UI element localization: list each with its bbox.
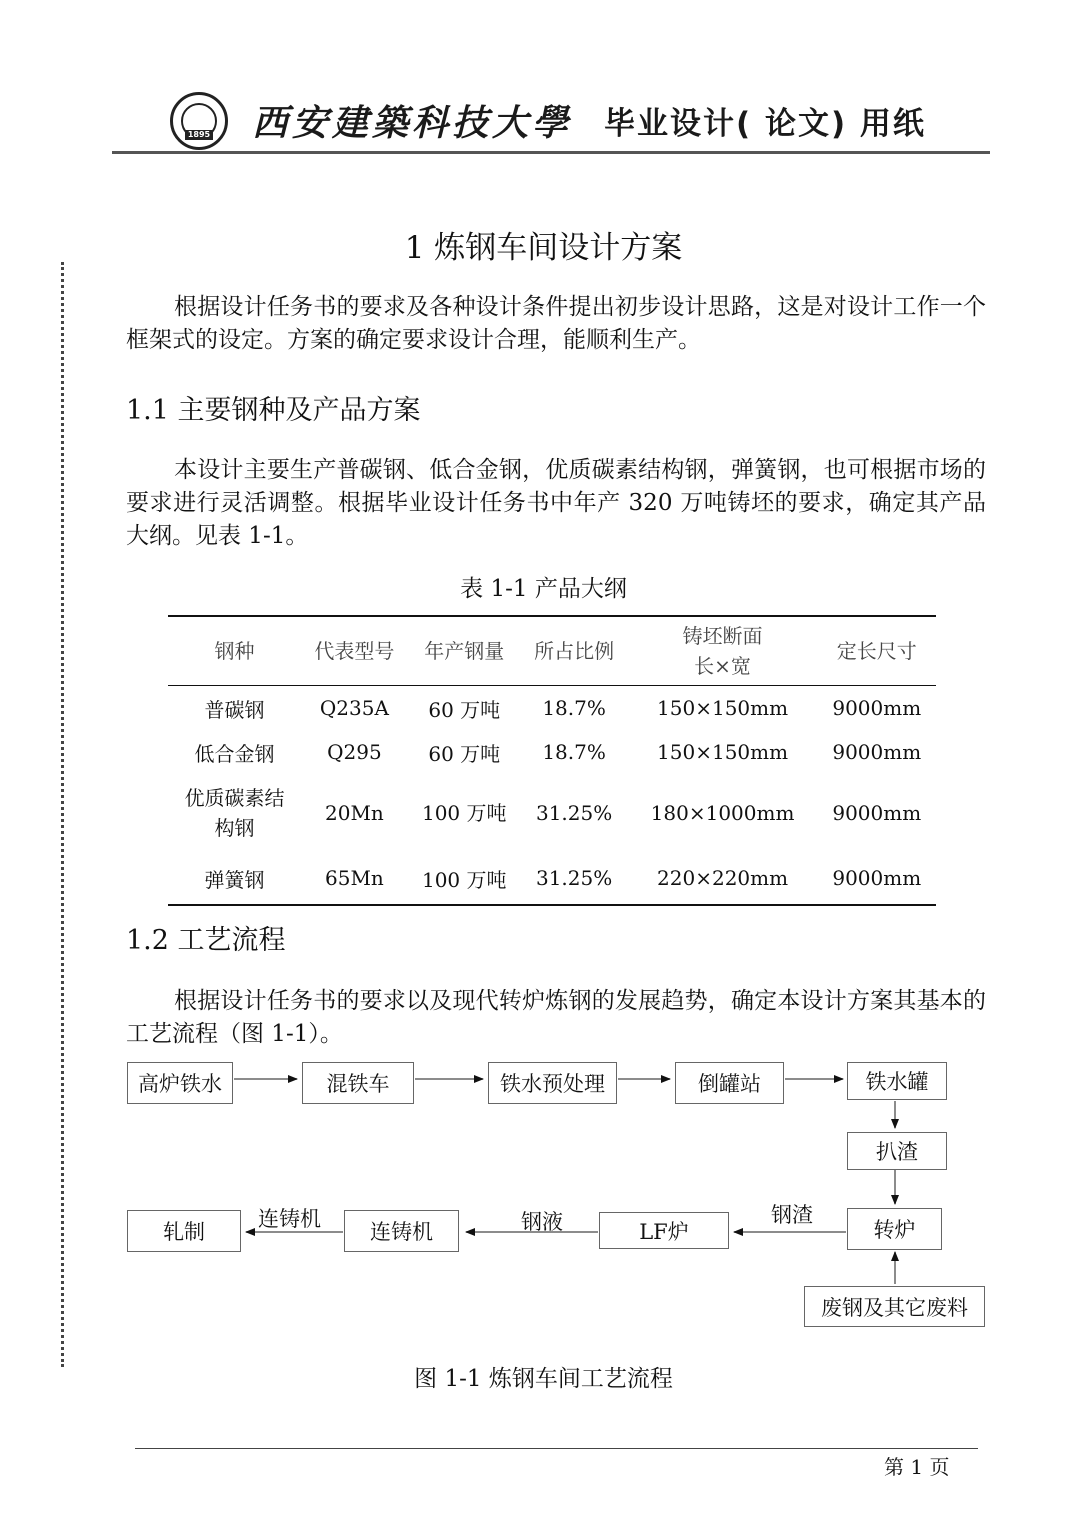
cell-line1: 优质碳素结 bbox=[184, 786, 285, 810]
paper-label: 毕业设计( 论文) 用纸 bbox=[604, 106, 926, 142]
col-ratio: 所占比例 bbox=[521, 616, 628, 686]
table-cell: 弹簧钢 bbox=[168, 852, 301, 905]
section-title: 1 炼钢车间设计方案 bbox=[404, 230, 683, 266]
col-model: 代表型号 bbox=[301, 616, 408, 686]
seal-year: 1895 bbox=[185, 130, 213, 140]
edge-label-liquid-steel: 钢液 bbox=[521, 1210, 563, 1234]
table-cell: 9000mm bbox=[832, 801, 922, 825]
heading-1-2: 1.2 工艺流程 bbox=[126, 925, 286, 956]
table-cell: 65Mn bbox=[301, 852, 408, 905]
table-cell: 31.25% bbox=[521, 852, 628, 905]
table-cell: 9000mm bbox=[832, 696, 922, 720]
flow-node-transfer-station: 倒罐站 bbox=[675, 1062, 784, 1104]
flow-node-rolling: 轧制 bbox=[127, 1210, 241, 1252]
figure-caption: 图 1-1 炼钢车间工艺流程 bbox=[414, 1366, 673, 1392]
footer-rule bbox=[135, 1448, 978, 1449]
table-cell: 低合金钢 bbox=[194, 741, 275, 766]
heading-1-1: 1.1 主要钢种及产品方案 bbox=[126, 395, 421, 426]
flow-node-caster: 连铸机 bbox=[344, 1210, 459, 1252]
table-cell: 9000mm bbox=[818, 852, 936, 905]
flow-node-mixer: 混铁车 bbox=[302, 1062, 414, 1104]
flow-node-lf-furnace: LF炉 bbox=[599, 1212, 729, 1249]
flow-node-pretreatment: 铁水预处理 bbox=[488, 1062, 617, 1104]
flow-node-scrap: 废钢及其它废料 bbox=[804, 1286, 985, 1327]
table-caption: 表 1-1 产品大纲 bbox=[460, 576, 627, 602]
paragraph-1-1: 本设计主要生产普碳钢、低合金钢，优质碳素结构钢，弹簧钢，也可根据市场的要求进行灵活调整。根据毕业设计任务书中年产 320 万吨铸坯的要求，确定其产品大纲。见表 1-1。 bbox=[126, 457, 986, 549]
university-name: 西安建築科技大學 bbox=[252, 103, 573, 144]
table-cell: 普碳钢 bbox=[204, 697, 265, 722]
table-cell: 18.7% bbox=[542, 740, 606, 764]
paragraph-1-2: 根据设计任务书的要求以及现代转炉炼钢的发展趋势，确定本设计方案其基本的工艺流程（图 1-1）。 bbox=[126, 988, 986, 1047]
table-cell: 100 万吨 bbox=[421, 801, 507, 825]
col-length: 定长尺寸 bbox=[818, 616, 936, 686]
table-cell: Q235A bbox=[319, 696, 389, 720]
flow-node-iron-ladle: 铁水罐 bbox=[847, 1062, 947, 1100]
table-cell: 18.7% bbox=[542, 696, 606, 720]
intro-paragraph: 根据设计任务书的要求及各种设计条件提出初步设计思路，这是对设计工作一个框架式的设定。方案的确定要求设计合理，能顺利生产。 bbox=[126, 294, 986, 353]
table-cell: 60 万吨 bbox=[428, 697, 501, 722]
page-number: 第 1 页 bbox=[884, 1455, 950, 1479]
table-cell: 220×220mm bbox=[628, 852, 818, 905]
flow-node-blast-iron: 高炉铁水 bbox=[127, 1062, 233, 1104]
table-cell: 100 万吨 bbox=[408, 852, 521, 905]
flow-node-converter: 转炉 bbox=[847, 1208, 942, 1250]
table-cell: 31.25% bbox=[535, 801, 613, 825]
edge-label-caster: 连铸机 bbox=[258, 1207, 321, 1231]
table-cell: 180×1000mm bbox=[650, 801, 795, 825]
table-cell: 150×150mm bbox=[657, 740, 789, 764]
table-cell: 20Mn bbox=[325, 801, 384, 825]
col-section-line1: 铸坯断面 bbox=[682, 624, 763, 648]
col-output: 年产钢量 bbox=[408, 616, 521, 686]
cell-line2: 构钢 bbox=[214, 816, 255, 840]
table-cell: 9000mm bbox=[832, 740, 922, 764]
table-cell: Q295 bbox=[327, 740, 382, 764]
edge-label-slag: 钢渣 bbox=[771, 1203, 813, 1227]
table-cell: 60 万吨 bbox=[428, 741, 501, 766]
col-steel: 钢种 bbox=[168, 616, 301, 686]
col-section-line2: 长×宽 bbox=[694, 654, 751, 678]
table-cell: 150×150mm bbox=[657, 696, 789, 720]
flow-node-deslagging: 扒渣 bbox=[847, 1132, 947, 1170]
